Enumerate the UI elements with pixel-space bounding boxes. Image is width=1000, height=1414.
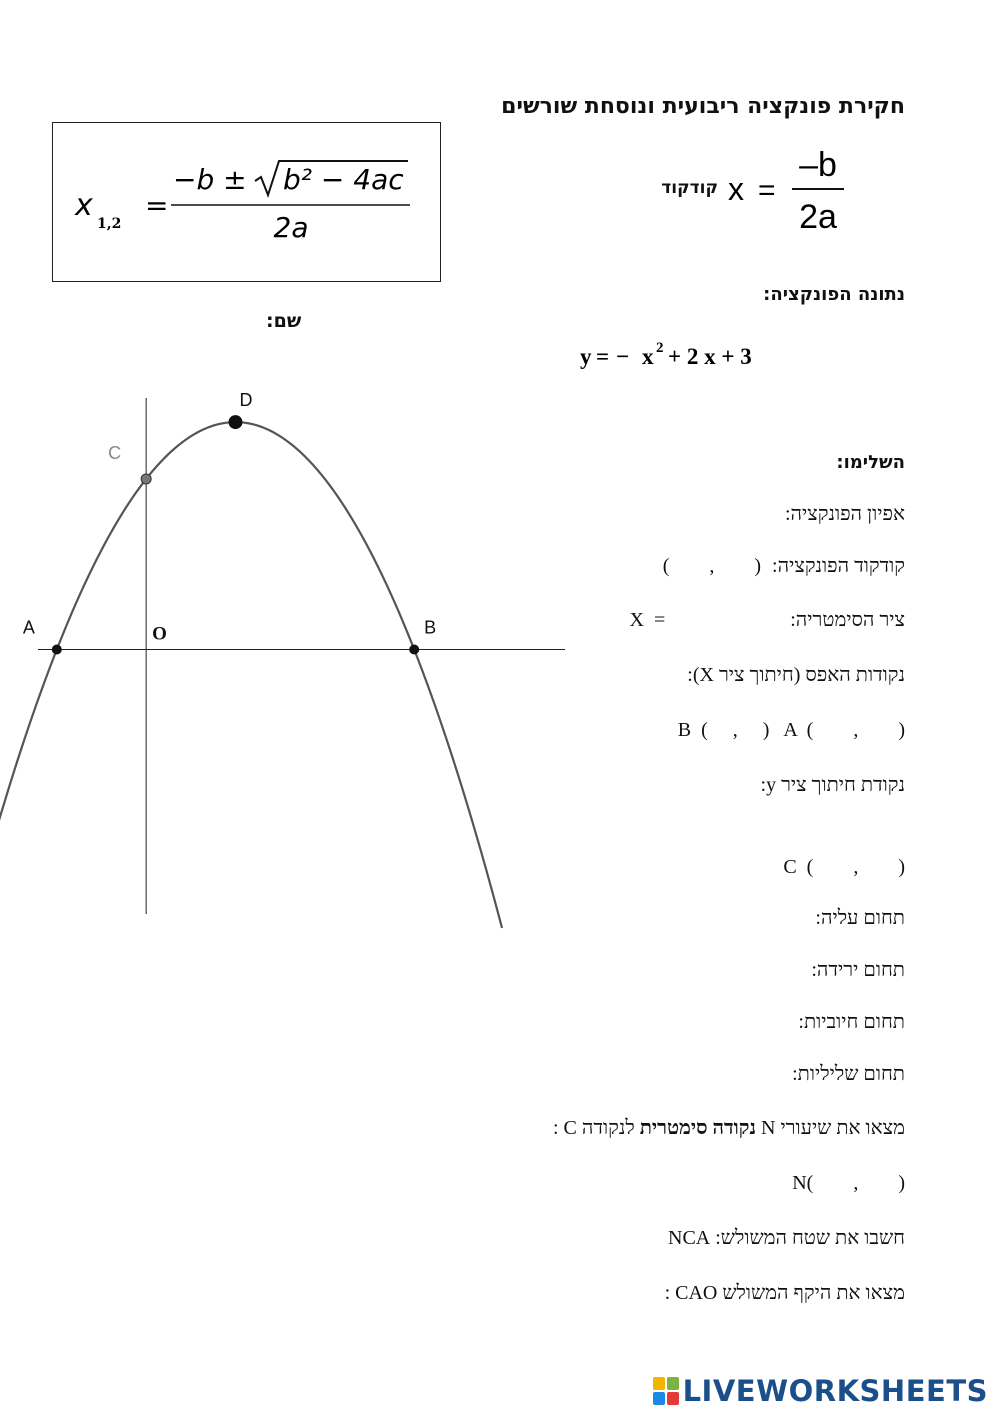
c-point[interactable]: C ( , ) <box>783 856 905 878</box>
point-D <box>228 415 242 429</box>
vertex-line: קודקוד הפונקציה: ( , ) <box>662 555 905 577</box>
vertex-formula <box>726 140 856 240</box>
vertex-equals: = <box>758 174 776 207</box>
vertex-x: x <box>728 171 744 207</box>
name-label: שם: <box>266 310 302 332</box>
formula-equals: = <box>145 189 169 222</box>
zeros-points[interactable]: B ( , ) A ( , ) <box>677 719 905 741</box>
y-intercept-line: נקודת חיתוך ציר y: <box>760 774 905 796</box>
formula-x: x <box>75 188 93 223</box>
svg-text:=: = <box>596 344 610 369</box>
symmetry-x[interactable]: X = <box>629 609 666 631</box>
vertex-label: קודקוד <box>661 178 718 198</box>
n-point[interactable]: N( , ) <box>792 1172 905 1194</box>
symmetry-line: ציר הסימטריה: X = <box>629 609 905 631</box>
formula-subscript: 1,2 <box>97 216 122 232</box>
svg-text:2: 2 <box>656 340 664 356</box>
positive-line: תחום חיוביות: <box>798 1011 905 1033</box>
vertex-blank[interactable]: ( , ) <box>662 555 762 577</box>
roots-formula <box>53 123 442 283</box>
given-label: נתונה הפונקציה: <box>763 284 905 305</box>
zeros-line: נקודות האפס (חיתוך ציר X): <box>687 664 905 686</box>
label-A: A <box>22 617 35 638</box>
given-function <box>576 330 766 376</box>
negative-line: תחום שליליות: <box>792 1063 905 1085</box>
liveworksheets-logo-icon <box>653 1377 679 1405</box>
label-D: D <box>239 390 253 411</box>
roots-formula-box <box>52 122 441 282</box>
formula-numerator-prefix: −b ± <box>173 163 247 196</box>
liveworksheets-logo: LIVEWORKSHEETS <box>653 1374 988 1408</box>
vertex-denominator: 2a <box>799 198 837 236</box>
label-O: O <box>152 623 167 645</box>
svg-text:+ 2 x + 3: + 2 x + 3 <box>668 344 752 369</box>
decreasing-line: תחום ירידה: <box>811 959 905 981</box>
svg-text:x: x <box>642 344 654 369</box>
formula-radicand: b² − 4ac <box>283 163 404 196</box>
point-A <box>52 644 62 654</box>
formula-denominator: 2a <box>273 211 309 244</box>
parabola-curve <box>0 422 502 928</box>
increasing-line: תחום עליה: <box>815 907 905 929</box>
label-B: B <box>424 617 437 638</box>
complete-label: השלימו: <box>836 452 905 473</box>
svg-text:−: − <box>616 344 630 369</box>
svg-text:y: y <box>580 344 592 369</box>
label-C: C <box>108 442 122 463</box>
vertex-numerator: –b <box>799 146 837 184</box>
parabola-graph <box>22 388 575 928</box>
worksheet-title: חקירת פונקציה ריבועית ונוסחת שורשים <box>501 94 905 119</box>
point-B <box>409 644 419 654</box>
perimeter-line: מצאו את היקף המשולש CAO : <box>664 1282 905 1304</box>
n-symmetric-line: מצאו את שיעורי N נקודה סימטרית לנקודה C : <box>552 1117 905 1139</box>
area-line: חשבו את שטח המשולש: NCA <box>668 1227 905 1249</box>
characterization-line: אפיון הפונקציה: <box>784 503 905 525</box>
point-C <box>141 474 151 484</box>
